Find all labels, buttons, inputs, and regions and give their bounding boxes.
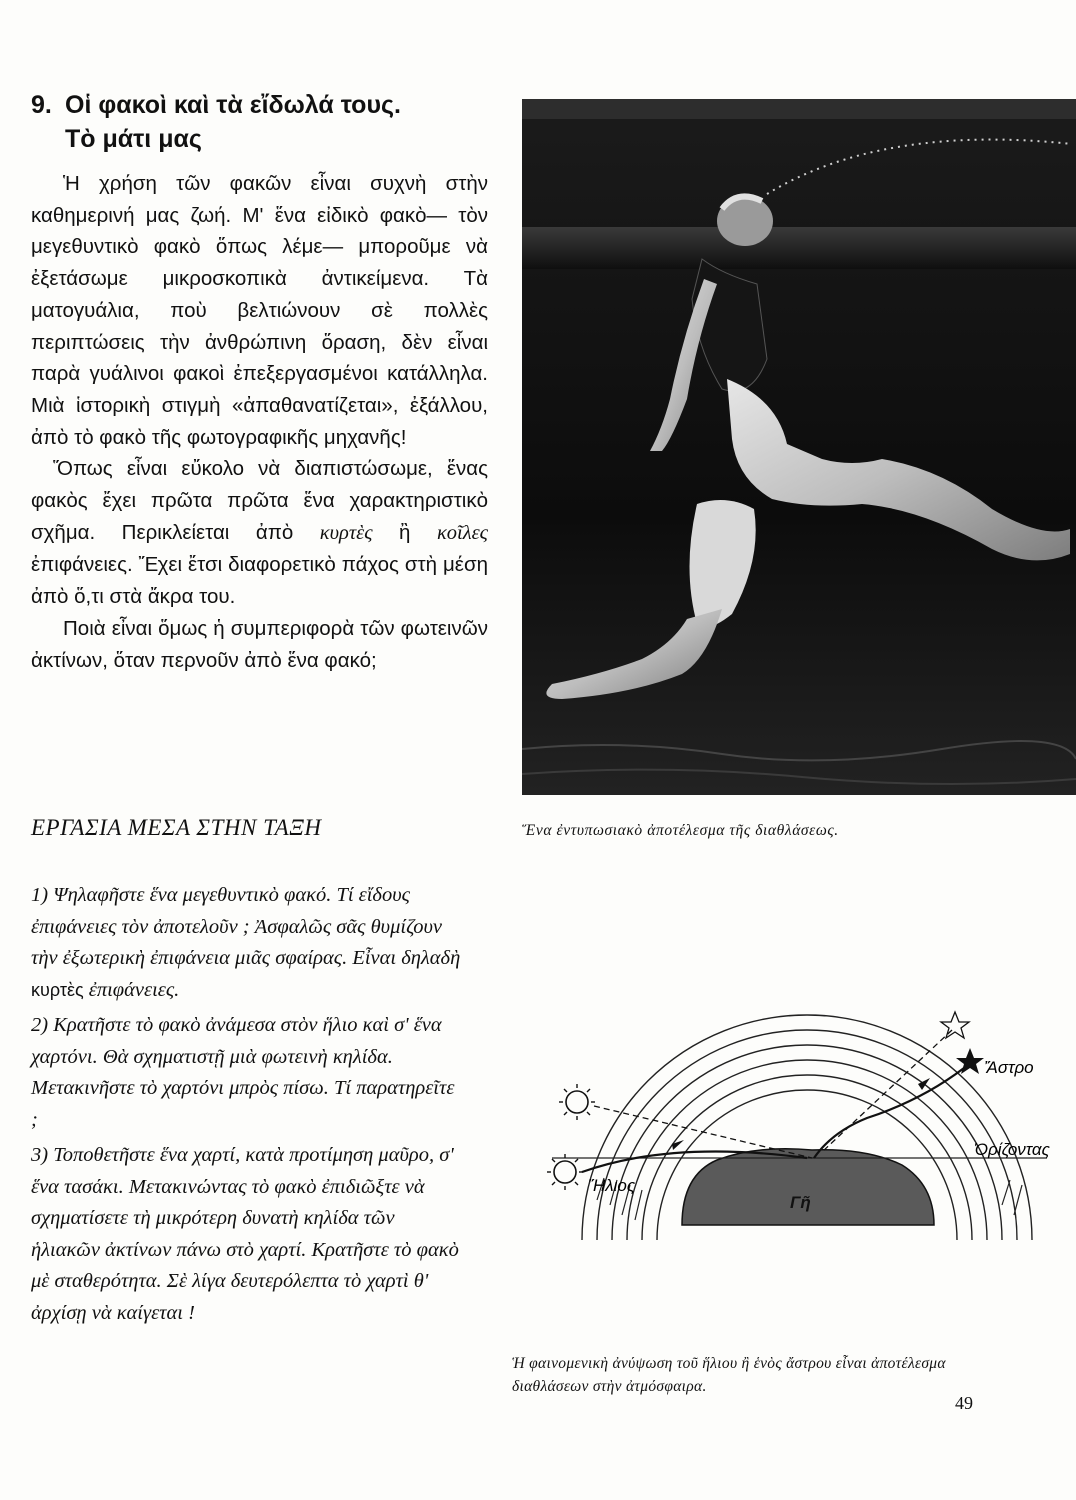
exercise-list bbox=[31, 880, 461, 1333]
term-concave: κοῖλες bbox=[436, 521, 488, 544]
paragraph-1: Ἡ χρήση τῶν φακῶν εἶναι συχνὴ στὴν καθημερινή μας ζωή. Μ' ἕνα εἰδικὸ φακὸ— τὸν μεγεθυντικὸ φακὸ ὅπως λέμε— μποροῦμε νὰ ἐξετάσωμε μικροσκοπικὰ ἀντικείμενα. Τὰ ματογυάλια, ποὺ βελτιώνουν σὲ πολλὲς περιπτώσεις τὴν ἀνθρώπινη ὅραση, δὲν εἶναι παρὰ γυάλινοι φακοὶ ἐπεξεργασμένοι κατάλληλα. Μιὰ ἱστορικὴ στιγμὴ «ἀπαθανατίζεται», ἐξάλλου, ἀπὸ τὸ φακὸ τῆς φωτογραφικῆς μηχανῆς! bbox=[31, 172, 488, 449]
earth-shape bbox=[682, 1149, 934, 1225]
body-text bbox=[31, 168, 488, 676]
title-line-2: Τὸ μάτι μας bbox=[65, 125, 202, 153]
section-number: 9. bbox=[31, 91, 52, 119]
paragraph-2 bbox=[31, 453, 488, 613]
section-title: ΕΡΓΑΣΙΑ ΜΕΣΑ ΣΤΗΝ ΤΑΞΗ bbox=[31, 815, 322, 840]
page-title bbox=[31, 88, 501, 156]
exercise-1-text-a: 1) Ψηλαφῆστε ἕνα μεγεθυντικὸ φακό. Τί εἴδους ἐπιφάνειες τὸν ἀποτελοῦν ; Ἀσφαλῶς σᾶς θυμίζουν τὴν ἐξωτερικὴ ἐπιφάνεια μιᾶς σφαίρας. Εἶναι δηλαδὴ bbox=[31, 884, 461, 969]
apparent-sun-icon bbox=[566, 1091, 588, 1113]
paragraph-2-text-c: ἐπιφάνειες. Ἔχει ἔτσι διαφορετικὸ πάχος στὴ μέση ἀπὸ ὅ,τι στὰ ἄκρα του. bbox=[31, 553, 488, 609]
exercise-1-text-c: ἐπιφάνειες. bbox=[83, 978, 180, 1001]
swimmer-photo bbox=[522, 99, 1076, 795]
earth-label: Γῆ bbox=[790, 1193, 811, 1212]
diagram-caption: Ἡ φαινομενικὴ ἀνύψωση τοῦ ἥλιου ἢ ἑνὸς ἄστρου εἶναι ἀποτέλεσμα διαθλάσεων στὴν ἀτμόσφαιρα. bbox=[512, 1355, 946, 1395]
exercise-1-term: κυρτὲς bbox=[31, 979, 84, 1000]
exercise-1 bbox=[31, 880, 461, 1006]
apparent-star-icon bbox=[941, 1012, 969, 1038]
photo-caption: Ἕνα ἐντυπωσιακὸ ἀποτέλεσμα τῆς διαθλάσεως. bbox=[522, 822, 839, 839]
horizon-label: Ὁρίζοντας bbox=[974, 1140, 1050, 1159]
exercise-2: 2) Κρατῆστε τὸ φακὸ ἀνάμεσα στὸν ἥλιο καὶ σ' ἕνα χαρτόνι. Θὰ σχηματιστῇ μιὰ φωτεινὴ κηλίδα. Μετακινῆστε τὸ χαρτόνι μπρὸς πίσω. Τί παρατηρεῖτε ; bbox=[31, 1014, 455, 1131]
title-line-1: Οἱ φακοὶ καὶ τὰ εἴδωλά τους. bbox=[65, 91, 401, 119]
paragraph-3: Ποιὰ εἶναι ὅμως ἡ συμπεριφορὰ τῶν φωτεινῶν ἀκτίνων, ὅταν περνοῦν ἀπὸ ἕνα φακό; bbox=[31, 616, 488, 672]
paragraph-2-text-a: Ὅπως εἶναι εὔκολο νὰ διαπιστώσωμε, ἕνας φακὸς ἔχει πρῶτα πρῶτα ἕνα χαρακτηριστικὸ σχῆμα. Περικλείεται ἀπὸ bbox=[31, 457, 488, 544]
exercise-3: 3) Τοποθετῆστε ἕνα χαρτί, κατὰ προτίμηση μαῦρο, σ' ἕνα τασάκι. Μετακινώντας τὸ φακὸ ἐπιδιῶξτε νὰ σχηματίσετε τὴ μικρότερη δυνατὴ κηλίδα τῶν ἡλιακῶν ἀκτίνων πάνω στὸ χαρτί. Κρατῆστε τὸ φακὸ μὲ σταθερότητα. Σὲ λίγα δευτερόλεπτα τὸ χαρτὶ θ' ἀρχίσῃ νὰ καίγεται ! bbox=[31, 1144, 459, 1324]
page-number: 49 bbox=[955, 1393, 973, 1413]
paragraph-2-text-b: ἢ bbox=[372, 520, 437, 544]
sun-icon bbox=[554, 1161, 576, 1183]
refraction-diagram bbox=[522, 1000, 1076, 1240]
star-label: Ἄστρο bbox=[984, 1058, 1034, 1077]
sun-label: Ἥλιος bbox=[588, 1176, 636, 1195]
term-curved: κυρτὲς bbox=[319, 521, 373, 544]
